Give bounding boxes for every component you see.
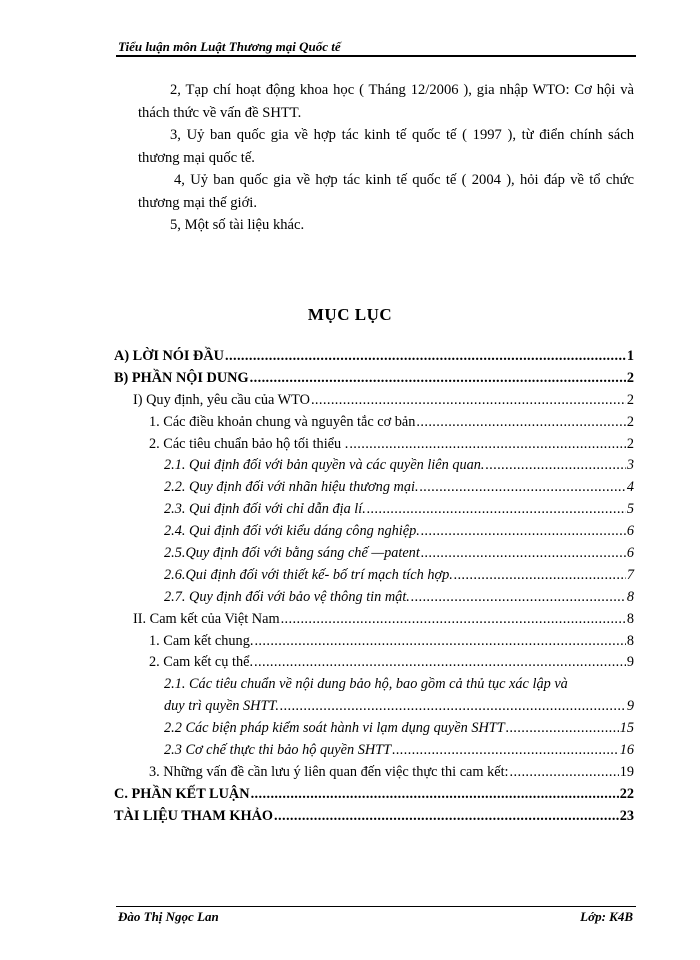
toc-entry-page: 2	[626, 369, 634, 386]
toc-entry-label: A) LỜI NÓI ĐẦU	[114, 348, 225, 364]
toc-entry[interactable]	[114, 784, 634, 806]
toc-entry-label: 2.2. Quy định đối với nhãn hiệu thương mại.	[164, 479, 419, 496]
toc-leader	[367, 499, 626, 521]
toc-entry-label: II. Cam kết của Việt Nam	[133, 610, 280, 627]
toc-entry-label: TÀI LIỆU THAM KHẢO	[114, 807, 274, 824]
toc-leader	[250, 368, 626, 390]
toc-entry[interactable]	[114, 762, 634, 784]
toc-entry-page: 6	[626, 545, 634, 562]
toc-leader	[274, 806, 619, 828]
toc-entry[interactable]	[114, 609, 634, 631]
toc-leader	[486, 455, 626, 477]
toc-entry-label-cont: duy trì quyền SHTT.	[164, 698, 279, 715]
toc-entry[interactable]	[114, 477, 634, 499]
toc-entry-page: 8	[626, 588, 634, 605]
toc-entry-label: 2.6.Qui định đối với thiết kế- bố trí mạch tích hợp.	[164, 566, 453, 583]
toc-entry-label: 2.5.Quy định đối với bằng sáng chế —patent	[164, 545, 420, 562]
toc-entry[interactable]	[114, 631, 634, 653]
toc-entry[interactable]	[114, 390, 634, 412]
toc-entry-page: 15	[619, 720, 634, 737]
toc-leader	[349, 434, 626, 456]
toc-leader	[392, 740, 619, 762]
toc-entry-label: B) PHẦN NỘI DUNG	[114, 369, 249, 386]
header-rule	[116, 55, 636, 57]
toc-entry-label: I) Quy định, yêu cầu của WTO	[133, 391, 310, 408]
toc-entry[interactable]	[114, 652, 634, 674]
toc-entry-label: 2. Cam kết cụ thể.	[149, 654, 254, 671]
toc-entry-label: 2.1. Qui định đối với bản quyền và các quyền liên quan.	[164, 457, 485, 474]
toc-entry[interactable]	[114, 434, 634, 456]
toc-entry[interactable]	[114, 412, 634, 434]
toc-entry-page: 23	[619, 807, 634, 824]
toc-leader	[411, 587, 626, 609]
toc-entry[interactable]	[114, 740, 634, 762]
toc-entry-label: C. PHẦN KẾT LUẬN	[114, 785, 250, 802]
toc-leader	[454, 565, 626, 587]
reference-list	[138, 79, 634, 237]
toc-entry-page: 6	[626, 523, 634, 540]
toc-leader	[281, 609, 626, 631]
toc-entry-label: 2.4. Qui định đối với kiểu dáng công nghiệp.	[164, 523, 420, 540]
toc-entry-label: 1. Cam kết chung.	[149, 632, 254, 649]
toc-entry-page: 2	[626, 413, 634, 430]
toc-leader	[254, 652, 626, 674]
toc-entry-page: 2	[626, 435, 634, 452]
toc-entry-page: 7	[626, 566, 634, 583]
toc-entry[interactable]	[114, 455, 634, 477]
toc-entry-label: 2.2 Các biện pháp kiểm soát hành vi lạm dụng quyền SHTT	[164, 720, 505, 737]
reference-item: 5, Một số tài liệu khác.	[170, 217, 305, 233]
toc-entry[interactable]	[114, 587, 634, 609]
toc-entry[interactable]	[114, 543, 634, 565]
toc-entry-page: 9	[626, 698, 634, 715]
toc-leader	[280, 696, 626, 718]
header-title: Tiểu luận môn Luật Thương mại Quốc tế	[118, 39, 341, 54]
toc-entry-page: 9	[626, 654, 634, 671]
toc-leader	[421, 543, 626, 565]
toc-leader	[420, 477, 626, 499]
toc-entry-page: 3	[626, 457, 634, 474]
toc-entry-label: 2.3 Cơ chế thực thi bảo hộ quyền SHTT	[164, 742, 392, 759]
toc-entry-label: 2. Các tiêu chuẩn bảo hộ tối thiểu .	[149, 435, 349, 452]
footer-author: Đào Thị Ngọc Lan	[118, 909, 219, 924]
toc-entry-page: 8	[626, 632, 634, 649]
reference-item: 2, Tạp chí hoạt động khoa học ( Tháng 12/2006 ), gia nhập WTO: Cơ hội và thách thức về vấn đề SHTT.	[138, 82, 634, 121]
footer-rule	[116, 906, 636, 907]
toc-entry-page: 2	[626, 391, 634, 408]
toc-leader	[510, 762, 619, 784]
toc-entry-page: 1	[626, 348, 634, 364]
toc-entry-page: 4	[626, 479, 634, 496]
toc-leader	[506, 718, 619, 740]
reference-item: 4, Uỷ ban quốc gia về hợp tác kinh tế quốc tế ( 2004 ), hỏi đáp về tổ chức thương mại thế giới.	[138, 172, 634, 211]
toc-entry[interactable]	[114, 521, 634, 543]
toc-entry-page: 8	[626, 610, 634, 627]
toc-leader	[251, 784, 619, 806]
toc-leader	[421, 521, 626, 543]
toc-entry-page: 19	[619, 763, 634, 780]
toc-entry-page: 22	[619, 785, 634, 802]
toc-entry-label: 2.7. Quy định đối với bảo vệ thông tin mật.	[164, 588, 410, 605]
toc-entry-page: 16	[619, 742, 634, 759]
toc-title: MỤC LỤC	[307, 305, 393, 324]
toc-entry-label: 3. Những vấn đề cần lưu ý liên quan đến việc thực thi cam kết:	[149, 763, 509, 780]
toc-entry[interactable]	[114, 696, 634, 718]
toc-leader	[225, 346, 626, 368]
toc-leader	[254, 631, 625, 653]
toc-entry[interactable]	[114, 499, 634, 521]
toc-entry-label: 2.3. Qui định đối với chỉ dẫn địa lí.	[164, 501, 366, 518]
toc-leader	[311, 390, 626, 412]
toc-leader	[416, 412, 625, 434]
toc-entry-label: 1. Các điều khoản chung và nguyên tắc cơ bản	[149, 413, 416, 430]
toc-entry[interactable]	[114, 346, 634, 368]
toc-entry-first-line[interactable]: 2.1. Các tiêu chuẩn về nội dung bảo hộ, bao gồm cả thủ tục xác lập và	[164, 676, 568, 693]
toc-entry-page: 5	[626, 501, 634, 518]
toc-entry[interactable]	[114, 565, 634, 587]
footer-class: Lớp: K4B	[580, 909, 633, 924]
reference-item: 3, Uỷ ban quốc gia về hợp tác kinh tế quốc tế ( 1997 ), từ điển chính sách thương mại quốc tế.	[138, 127, 634, 166]
toc-entry[interactable]	[114, 718, 634, 740]
toc-entry[interactable]	[114, 806, 634, 828]
toc-entry[interactable]	[114, 368, 634, 390]
table-of-contents	[114, 346, 634, 828]
